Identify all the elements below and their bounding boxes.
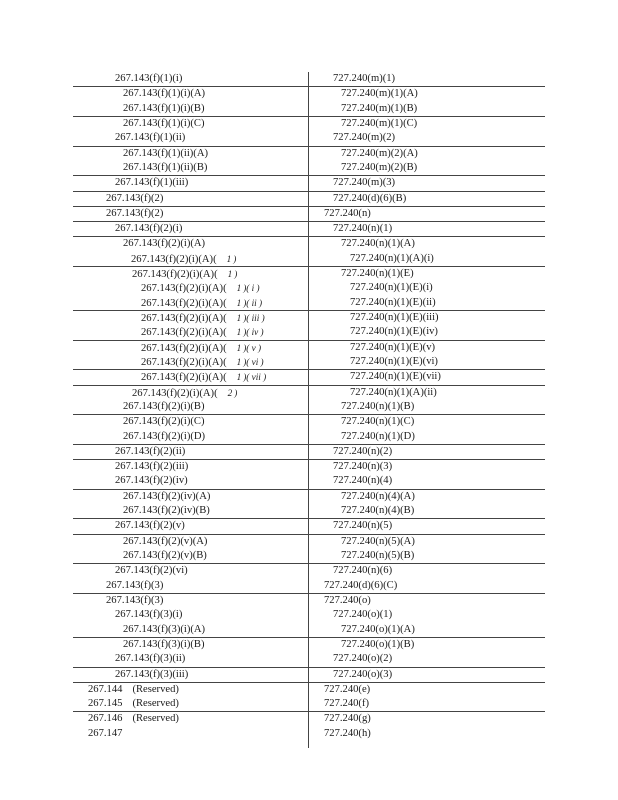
table-row — [73, 325, 545, 340]
section-number: 267.143(f)(2)(i)(A)( — [141, 297, 227, 309]
italic-subparagraph: 1 — [227, 269, 233, 280]
section-number: 267.147 — [88, 727, 123, 739]
part267-section — [115, 474, 188, 488]
part727-section: 727.240(o)(1)(A) — [341, 623, 415, 635]
table-row — [73, 519, 545, 534]
section-number: 267.143(f)(2)(i)(A)( — [131, 253, 217, 265]
part267-section — [123, 102, 205, 116]
part727-section: 727.240(o)(1) — [333, 609, 393, 621]
section-number: 267.143(f)(2)(v) — [115, 520, 185, 532]
part727-section: 727.240(o)(2) — [333, 653, 393, 665]
reserved-note: (Reserved) — [132, 713, 179, 725]
subparagraph-suffix: ) — [234, 387, 238, 398]
table-row — [73, 638, 545, 652]
part267-section — [88, 727, 122, 741]
subparagraph-suffix: )( vi ) — [243, 356, 264, 367]
table-row — [73, 594, 545, 608]
part267-section — [123, 117, 205, 131]
part267-section — [123, 430, 205, 444]
part727-section: 727.240(f) — [324, 698, 370, 710]
table-row — [73, 623, 545, 638]
table-row — [73, 712, 545, 726]
part267-section — [123, 161, 207, 175]
part727-section: 727.240(n)(1)(C) — [341, 416, 415, 428]
table-row — [73, 87, 545, 101]
part727-section: 727.240(n)(1)(E)(i) — [350, 282, 433, 294]
section-number: 267.143(f)(2)(iv)(A) — [123, 490, 211, 502]
part727-section: 727.240(n)(1)(E) — [341, 268, 414, 280]
part727-section: 727.240(n)(5)(A) — [341, 535, 415, 547]
part727-section: 727.240(n)(4)(B) — [341, 505, 415, 517]
reserved-note: (Reserved) — [132, 683, 179, 695]
section-number: 267.143(f)(2)(i)(A)( — [141, 313, 227, 324]
table-row — [73, 386, 545, 400]
part267-section — [141, 296, 262, 311]
part727-section: 727.240(n)(4) — [333, 475, 393, 487]
part727-section: 727.240(n)(3) — [333, 461, 393, 473]
section-number: 267.143(f)(2)(i) — [115, 223, 183, 235]
table-row — [73, 102, 545, 117]
section-number: 267.143(f)(2)(i)(C) — [123, 416, 205, 428]
part727-section: 727.240(n)(1)(D) — [341, 430, 415, 442]
part727-section: 727.240(n)(1)(B) — [341, 400, 415, 412]
table-row — [73, 535, 545, 549]
section-number: 267.143(f)(3) — [106, 594, 164, 606]
part267-section — [141, 325, 264, 340]
part267-section — [106, 192, 163, 206]
table-row — [73, 504, 545, 519]
part727-section: 727.240(n)(1)(E)(ii) — [350, 296, 436, 308]
section-number: 267.143(f)(1)(i)(A) — [123, 88, 206, 100]
part267-section — [123, 87, 205, 101]
part727-section: 727.240(n)(1)(E)(v) — [350, 341, 436, 353]
part267-section — [88, 712, 179, 726]
section-number: 267.143(f)(2)(i)(A)( — [141, 356, 227, 368]
section-number: 267.143(f)(1)(ii)(B) — [123, 161, 208, 173]
part267-section — [123, 535, 207, 549]
table-row — [73, 474, 545, 489]
section-number: 267.143(f)(2)(vi) — [115, 565, 188, 577]
italic-subparagraph: 1 — [236, 327, 242, 338]
part727-section: 727.240(m)(1) — [333, 73, 396, 84]
part727-section: 727.240(m)(3) — [333, 177, 396, 189]
table-row — [73, 415, 545, 429]
section-number: 267.146 — [88, 713, 123, 725]
part727-section: 727.240(n)(1)(A)(i) — [350, 252, 434, 264]
section-number: 267.143(f)(2)(i)(A)( — [141, 372, 227, 384]
column-divider — [308, 72, 309, 748]
part727-section: 727.240(n)(1)(A)(ii) — [350, 386, 437, 398]
part727-section: 727.240(n)(5)(B) — [341, 550, 415, 561]
italic-subparagraph: 1 — [236, 297, 242, 308]
part727-section: 727.240(g) — [324, 713, 371, 725]
section-number: 267.143(f)(3)(iii) — [115, 668, 189, 680]
part727-section: 727.240(m)(2)(B) — [341, 161, 418, 173]
part267-section — [131, 252, 236, 267]
section-number: 267.143(f)(2)(i)(B) — [123, 400, 205, 412]
part267-section — [123, 147, 208, 161]
section-number: 267.143(f)(2)(i)(A)( — [141, 327, 227, 339]
section-number: 267.144 — [88, 683, 123, 695]
table-row — [73, 683, 545, 697]
table-row — [73, 281, 545, 295]
part267-section — [88, 683, 179, 697]
section-number: 267.143(f)(2)(iv)(B) — [123, 505, 210, 517]
section-number: 267.143(f)(2)(i)(A)( — [132, 387, 218, 399]
part267-section — [106, 579, 163, 593]
part267-section — [115, 460, 188, 474]
part267-section — [123, 549, 207, 563]
part267-section — [141, 370, 266, 385]
part267-section — [123, 490, 210, 504]
part267-section — [123, 400, 205, 414]
section-number: 267.143(f)(3) — [106, 579, 164, 591]
part267-section — [123, 237, 205, 251]
part267-section — [123, 415, 205, 429]
part727-section: 727.240(m)(1)(A) — [341, 88, 418, 100]
part727-section: 727.240(n)(1)(E)(vii) — [350, 371, 441, 383]
part267-section — [123, 638, 205, 652]
italic-subparagraph: 1 — [236, 372, 242, 383]
part267-section — [132, 386, 237, 401]
part727-section: 727.240(d)(6)(C) — [324, 579, 398, 591]
part267-section — [141, 311, 265, 326]
table-row — [73, 192, 545, 207]
section-number: 267.143(f)(1)(ii) — [115, 132, 186, 144]
subparagraph-suffix: ) — [234, 269, 238, 280]
part267-section — [141, 355, 264, 370]
part727-section: 727.240(m)(1)(B) — [341, 102, 418, 114]
table-row — [73, 727, 545, 741]
subparagraph-suffix: ) — [233, 253, 237, 264]
part727-section: 727.240(e) — [324, 683, 371, 695]
part727-section: 727.240(n)(5) — [333, 520, 393, 532]
italic-subparagraph: 1 — [236, 283, 242, 294]
table-row — [73, 355, 545, 370]
part267-section — [115, 652, 185, 666]
table-row — [73, 207, 545, 222]
italic-subparagraph: 1 — [236, 342, 242, 353]
table-row — [73, 117, 545, 131]
part267-section — [123, 623, 205, 637]
table-row — [73, 267, 545, 281]
table-row — [73, 237, 545, 251]
part267-section — [115, 131, 185, 145]
part267-section — [115, 519, 185, 533]
table-row — [73, 668, 545, 683]
part727-section: 727.240(m)(2)(A) — [341, 147, 418, 159]
table-row — [73, 579, 545, 594]
section-number: 267.143(f)(3)(i)(B) — [123, 638, 205, 650]
subparagraph-suffix: )( iii ) — [243, 313, 265, 323]
section-number: 267.143(f)(2)(v)(B) — [123, 550, 207, 561]
table-row — [73, 72, 545, 87]
part267-section — [115, 176, 188, 190]
subparagraph-suffix: )( iv ) — [243, 327, 264, 338]
part267-section — [132, 267, 237, 282]
part727-section: 727.240(m)(2) — [333, 132, 396, 144]
part727-section: 727.240(o)(3) — [333, 668, 393, 680]
section-number: 267.145 — [88, 698, 123, 710]
part267-section — [123, 504, 210, 518]
part267-section — [106, 594, 163, 608]
table-row — [73, 490, 545, 504]
section-number: 267.143(f)(1)(i)(C) — [123, 117, 205, 129]
section-number: 267.143(f)(1)(i) — [115, 73, 183, 84]
table-row — [73, 370, 545, 385]
table-row — [73, 697, 545, 712]
table-row — [73, 222, 545, 237]
section-number: 267.143(f)(3)(i) — [115, 609, 183, 621]
section-number: 267.143(f)(1)(ii)(A) — [123, 147, 209, 159]
table-row — [73, 341, 545, 355]
section-number: 267.143(f)(2)(i)(A)( — [141, 342, 227, 354]
crossref-table — [73, 72, 545, 741]
italic-subparagraph: 2 — [227, 387, 233, 398]
part267-section — [115, 72, 182, 86]
part267-section — [115, 564, 188, 578]
table-row — [73, 549, 545, 564]
table-row — [73, 652, 545, 667]
section-number: 267.143(f)(2)(v)(A) — [123, 535, 208, 547]
subparagraph-suffix: )( ii ) — [243, 297, 263, 308]
part727-section: 727.240(o)(1)(B) — [341, 638, 415, 650]
part727-section: 727.240(d)(6)(B) — [333, 192, 407, 204]
part727-section: 727.240(h) — [324, 727, 371, 739]
section-number: 267.143(f)(2)(i)(D) — [123, 430, 206, 442]
table-row — [73, 252, 545, 267]
section-number: 267.143(f)(2)(i)(A)( — [132, 269, 218, 281]
section-number: 267.143(f)(1)(i)(B) — [123, 102, 205, 114]
part267-section — [88, 697, 179, 711]
section-number: 267.143(f)(2)(i)(A) — [123, 238, 206, 250]
part727-section: 727.240(m)(1)(C) — [341, 117, 418, 129]
table-row — [73, 296, 545, 311]
part727-section: 727.240(n)(6) — [333, 565, 393, 577]
section-number: 267.143(f)(2)(ii) — [115, 445, 186, 457]
italic-subparagraph: 1 — [226, 253, 232, 264]
subparagraph-suffix: )( vii ) — [243, 372, 267, 383]
part267-section — [115, 445, 185, 459]
section-number: 267.143(f)(1)(iii) — [115, 177, 189, 189]
italic-subparagraph: 1 — [236, 356, 242, 367]
part727-section: 727.240(n)(2) — [333, 445, 393, 457]
table-row — [73, 311, 545, 325]
section-number: 267.143(f)(2)(iii) — [115, 461, 189, 473]
part267-section — [115, 222, 182, 236]
table-row — [73, 430, 545, 445]
table-row — [73, 445, 545, 460]
part727-section: 727.240(n)(4)(A) — [341, 490, 415, 502]
section-number: 267.143(f)(2)(i)(A)( — [141, 283, 227, 295]
section-number: 267.143(f)(2) — [106, 207, 164, 219]
part727-section: 727.240(o) — [324, 594, 371, 606]
table-row — [73, 400, 545, 415]
section-number: 267.143(f)(3)(i)(A) — [123, 623, 206, 635]
section-number: 267.143(f)(2)(iv) — [115, 475, 188, 487]
reserved-note: (Reserved) — [132, 698, 179, 710]
table-row — [73, 131, 545, 146]
table-row — [73, 564, 545, 578]
part267-section — [141, 281, 260, 296]
table-row — [73, 147, 545, 161]
table-row — [73, 460, 545, 474]
part267-section — [106, 207, 163, 221]
part727-section: 727.240(n)(1)(E)(iii) — [350, 312, 439, 323]
section-number: 267.143(f)(3)(ii) — [115, 653, 186, 665]
part267-section — [115, 608, 182, 622]
italic-subparagraph: 1 — [236, 313, 242, 323]
part267-section — [141, 341, 261, 356]
subparagraph-suffix: )( i ) — [243, 283, 260, 294]
part727-section: 727.240(n) — [324, 207, 371, 219]
part267-section — [115, 668, 188, 682]
table-row — [73, 608, 545, 622]
table-row — [73, 161, 545, 176]
table-row — [73, 176, 545, 191]
part727-section: 727.240(n)(1)(E)(vi) — [350, 355, 438, 367]
section-number: 267.143(f)(2) — [106, 192, 164, 204]
part727-section: 727.240(n)(1)(E)(iv) — [350, 326, 438, 338]
part727-section: 727.240(n)(1)(A) — [341, 238, 415, 250]
subparagraph-suffix: )( v ) — [243, 342, 262, 353]
part727-section: 727.240(n)(1) — [333, 223, 393, 235]
